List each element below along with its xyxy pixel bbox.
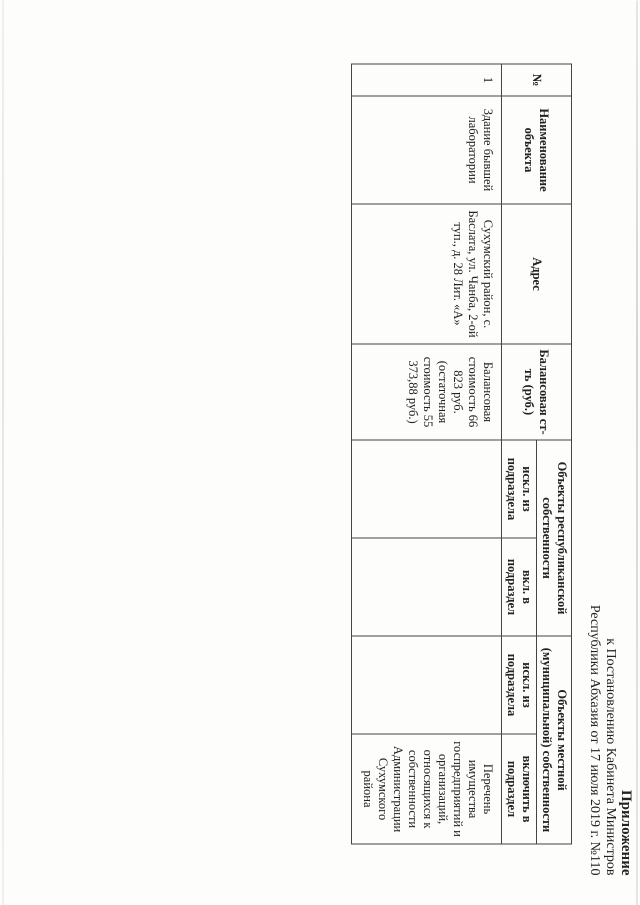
col-local-header: Объекты местной (муниципальной) собственности — [537, 636, 572, 844]
row-name: Здание бывшей лаборатории — [352, 96, 502, 204]
col-republic-excl-header: искл. из подраздела — [502, 440, 537, 538]
row-republic-incl — [352, 538, 502, 636]
row-local-excl — [352, 636, 502, 734]
header-row — [537, 64, 572, 844]
scan-artifact-top — [636, 0, 638, 905]
col-name-header: Наименование объекта — [502, 96, 572, 204]
resolution-date-line: Республики Абхазия от 17 июля 2019 г. №110 — [587, 604, 602, 875]
col-republic-header: Объекты республиканской собственности — [537, 440, 572, 636]
row-republic-excl — [352, 440, 502, 538]
row-num: 1 — [352, 64, 502, 96]
table-row — [352, 64, 502, 844]
scan-artifact-bottom — [2, 0, 4, 905]
objects-table — [351, 63, 572, 844]
col-republic-incl-header: вкл. в подраздел — [502, 538, 537, 636]
col-num-header: № — [502, 64, 572, 96]
col-local-excl-header: искл. из подраздела — [502, 636, 537, 734]
col-address-header: Адрес — [502, 204, 572, 344]
col-local-incl-header: включить в подраздел — [502, 734, 537, 844]
row-local-incl: Перечень имущества госпредприятий и организаций, относящихся к собственности Администрации Сухумского района — [352, 734, 502, 844]
document-header — [586, 604, 634, 875]
row-address: Сухумский район, с. Баслата, ул. Чанба, 2-ой туп., д. 28 Лит. «А» — [352, 204, 502, 344]
appendix-title: Приложение — [618, 789, 634, 875]
resolution-line: к Постановлению Кабинета Министров — [603, 637, 618, 875]
row-balance: Балансовая стоимость 66 823 руб. (остаточная стоимость 55 373,88 руб.) — [352, 344, 502, 440]
col-balance-header: Балансовая ст-ть (руб.) — [502, 344, 572, 440]
